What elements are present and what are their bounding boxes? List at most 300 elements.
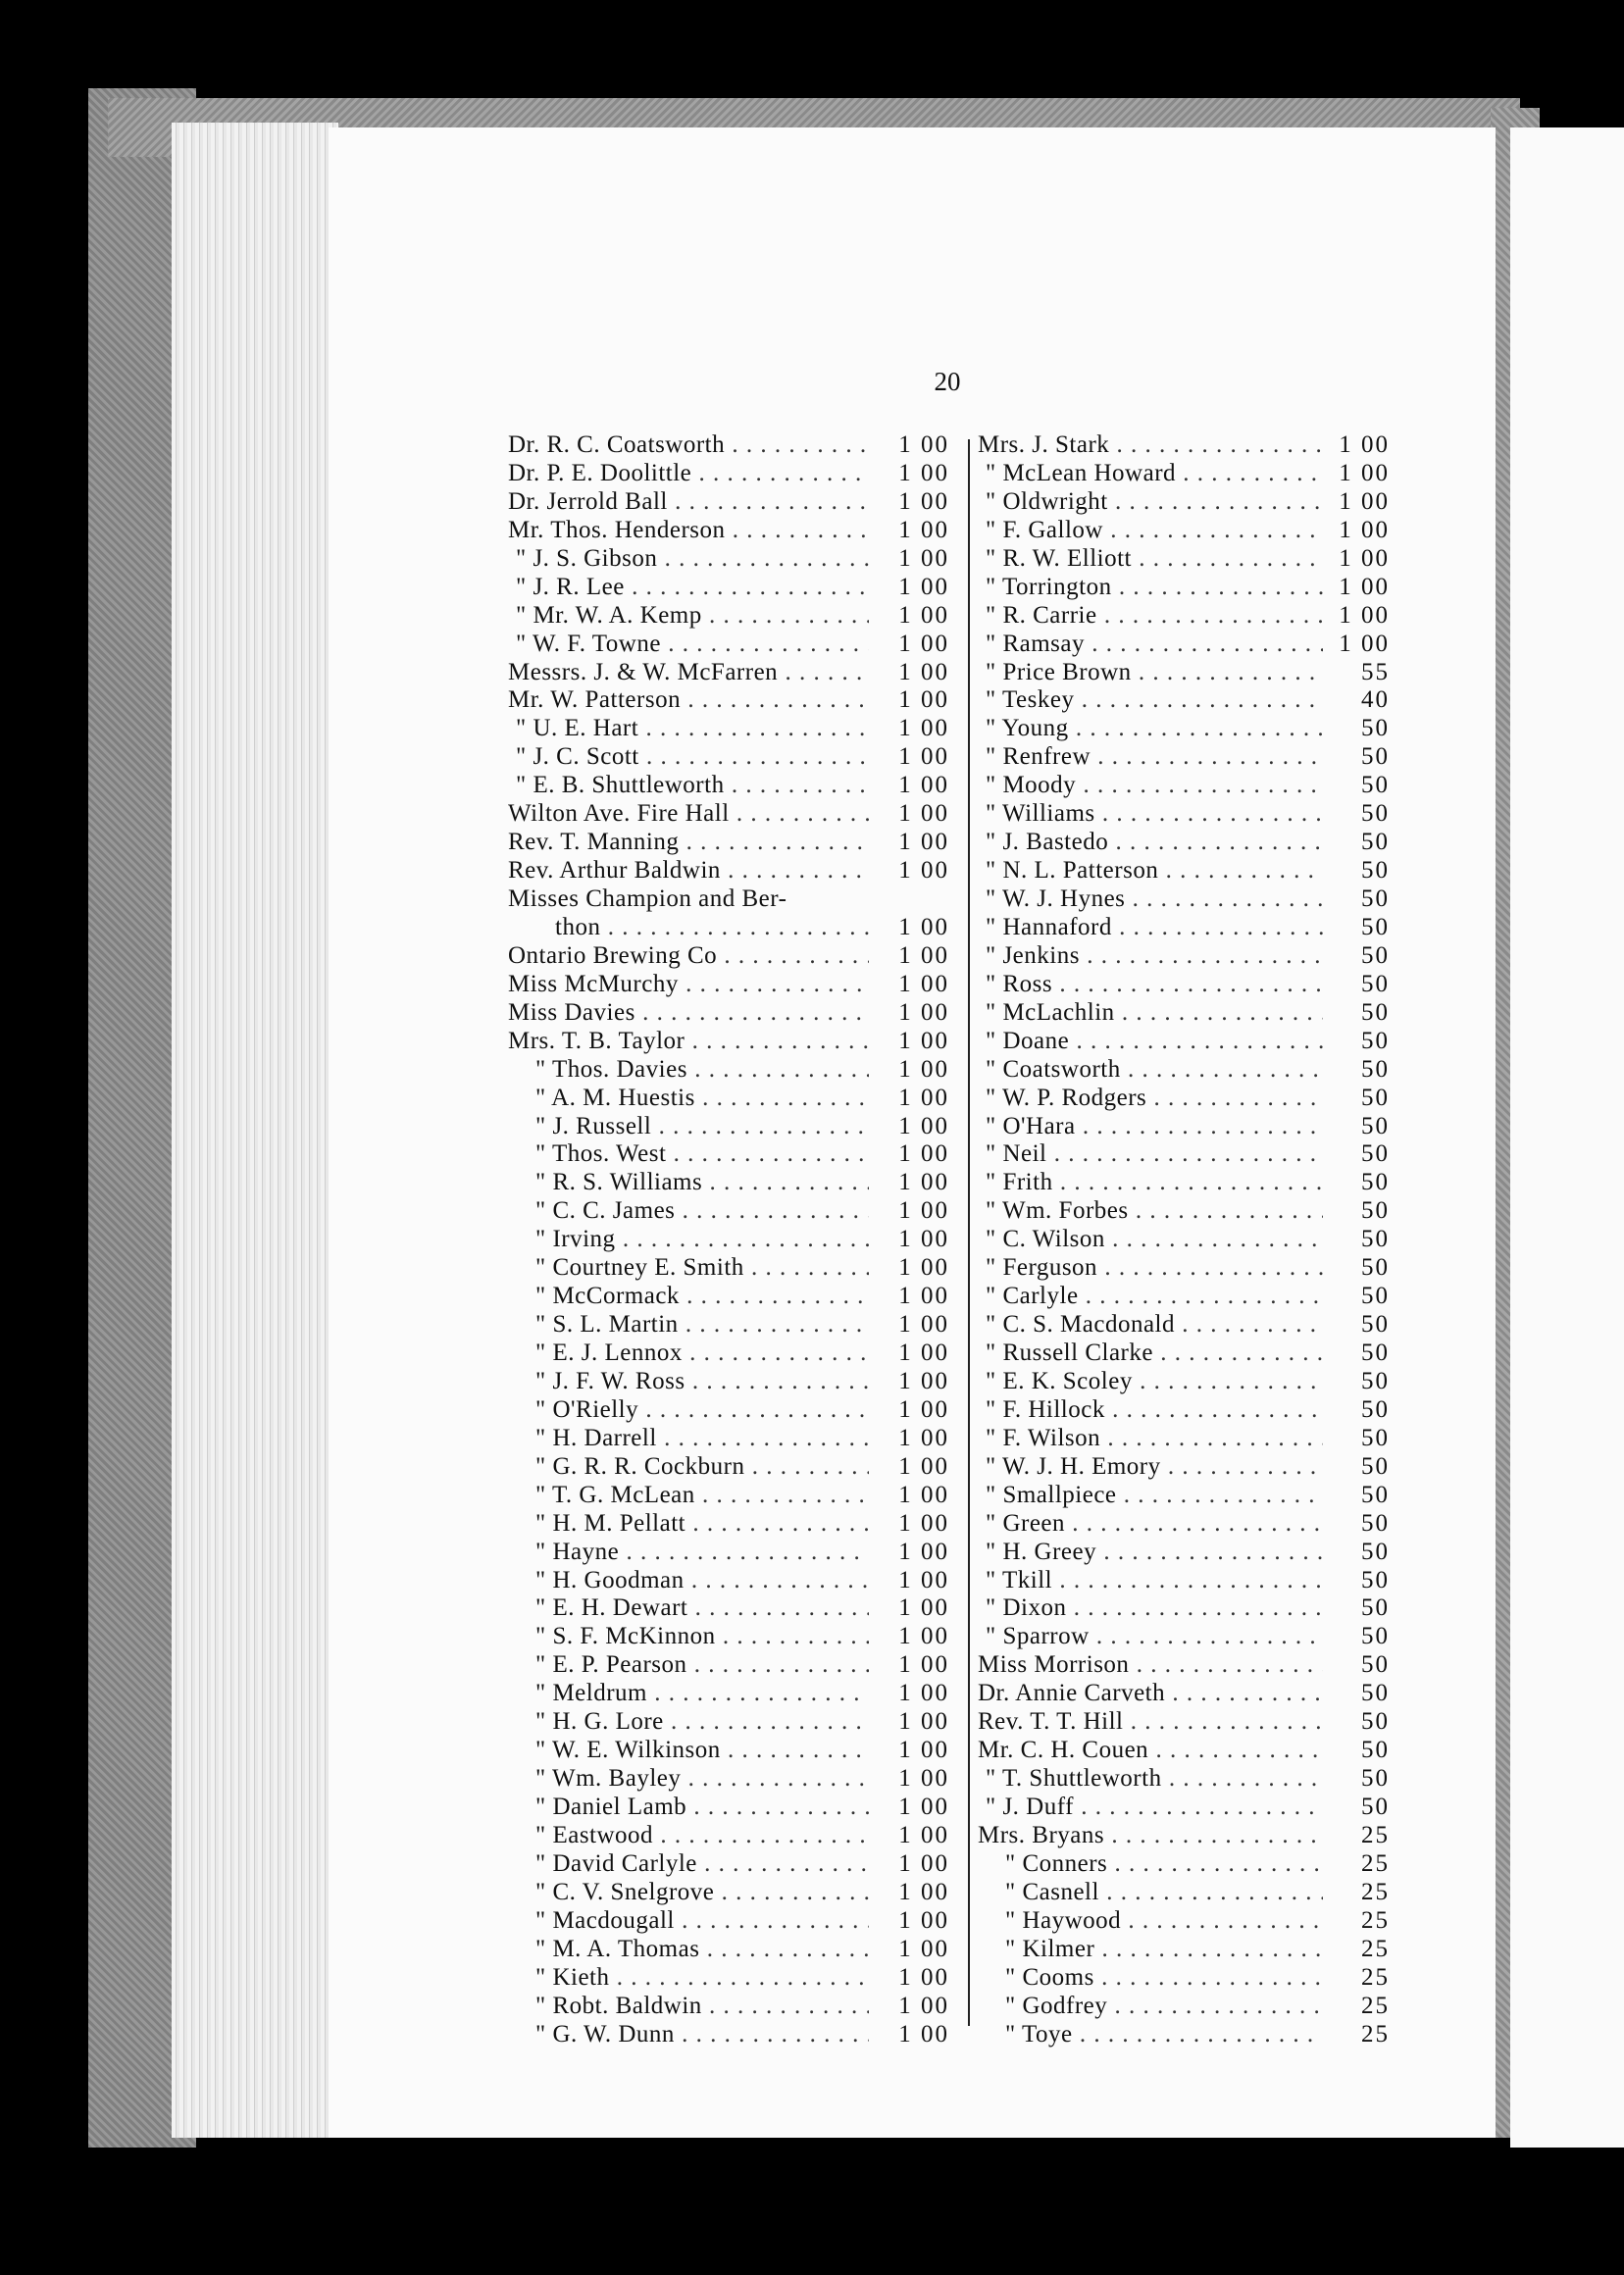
subscription-amount: 1 00 <box>1339 601 1390 629</box>
subscription-amount: 50 <box>1361 1452 1390 1480</box>
subscriber-name: " Ferguson . . . <box>978 1254 1323 1283</box>
subscriber-entry <box>978 1113 1390 1141</box>
subscription-amount: 1 00 <box>898 913 949 940</box>
subscriber-entry <box>508 602 949 631</box>
subscriber-entry <box>978 1794 1390 1822</box>
subscriber-name: " R. W. Elliott . . . <box>978 545 1323 574</box>
subscriber-name: " F. Gallow . . . <box>978 517 1323 545</box>
subscription-amount: 1 00 <box>898 573 949 600</box>
subscriber-name: " H. G. Lore . . . <box>508 1708 869 1737</box>
subscriber-entry <box>508 1085 949 1113</box>
subscriber-entry <box>978 1482 1390 1510</box>
subscription-amount: 1 00 <box>898 1906 949 1934</box>
subscriber-name: " McLean Howard . . . <box>978 460 1323 488</box>
subscriber-name: " T. Shuttleworth . . . <box>978 1765 1323 1794</box>
subscriber-entry <box>978 1340 1390 1368</box>
subscriber-name: " Meldrum . . . <box>508 1680 869 1708</box>
subscriber-name: " G. R. R. Cockburn . . . <box>508 1453 869 1482</box>
subscription-amount: 1 00 <box>898 544 949 572</box>
subscriber-name: Mrs. T. B. Taylor . . . <box>508 1028 869 1056</box>
subscriber-list-right <box>978 431 1390 2048</box>
subscriber-name: " Renfrew . . . <box>978 743 1323 772</box>
subscription-amount: 1 00 <box>898 1140 949 1168</box>
subscriber-entry <box>978 1708 1390 1737</box>
subscriber-entry <box>508 743 949 772</box>
subscriber-entry <box>978 942 1390 971</box>
subscriber-entry <box>978 1651 1390 1680</box>
subscriber-entry <box>978 686 1390 715</box>
subscriber-name: thon . . . <box>508 914 869 942</box>
subscription-amount: 1 00 <box>898 1112 949 1139</box>
subscriber-name: " Smallpiece . . . <box>978 1482 1323 1510</box>
subscriber-name: " McLachlin . . . <box>978 999 1323 1028</box>
subscription-amount: 1 00 <box>898 941 949 969</box>
subscription-amount: 25 <box>1361 1821 1390 1848</box>
subscriber-entry <box>508 914 949 942</box>
subscription-amount: 1 00 <box>898 1395 949 1423</box>
subscription-amount: 1 00 <box>898 1367 949 1394</box>
subscriber-entry <box>508 1708 949 1737</box>
subscriber-name: " E. J. Lennox . . . <box>508 1340 869 1368</box>
subscriber-name: " Kieth . . . <box>508 1964 869 1993</box>
subscriber-name: Dr. P. E. Doolittle . . . <box>508 460 869 488</box>
subscription-amount: 50 <box>1361 1651 1390 1679</box>
subscriber-entry <box>978 1539 1390 1567</box>
subscription-amount: 1 00 <box>898 1849 949 1877</box>
subscriber-entry <box>508 800 949 829</box>
subscriber-name: " W. P. Rodgers . . . <box>978 1085 1323 1113</box>
subscription-amount: 1 00 <box>898 1878 949 1905</box>
subscriber-entry <box>978 1879 1390 1907</box>
subscriber-entry <box>508 1254 949 1283</box>
subscriber-name: " Irving . . . <box>508 1226 869 1254</box>
subscriber-entry <box>978 772 1390 800</box>
subscriber-name: " S. F. McKinnon . . . <box>508 1623 869 1651</box>
subscriber-entry <box>508 1283 949 1311</box>
subscription-amount: 50 <box>1361 1594 1390 1622</box>
subscription-amount: 50 <box>1361 1112 1390 1139</box>
subscriber-entry <box>978 1425 1390 1453</box>
subscription-amount: 1 00 <box>898 1765 949 1793</box>
subscriber-entry <box>978 885 1390 914</box>
subscriber-name: Dr. Annie Carveth . . . <box>978 1680 1323 1708</box>
subscriber-entry <box>978 1822 1390 1850</box>
subscriber-entry <box>508 1680 949 1708</box>
subscription-amount: 1 00 <box>898 1424 949 1451</box>
subscription-amount: 50 <box>1361 1283 1390 1310</box>
subscriber-entry <box>978 800 1390 829</box>
subscriber-entry <box>508 1765 949 1794</box>
subscriber-name: " S. L. Martin . . . <box>508 1311 869 1340</box>
subscriber-entry <box>508 1567 949 1595</box>
subscriber-entry <box>508 545 949 574</box>
subscription-amount: 50 <box>1361 970 1390 997</box>
subscriber-name: " Dixon . . . <box>978 1594 1323 1623</box>
subscriber-name: " Sparrow . . . <box>978 1623 1323 1651</box>
subscriber-entry <box>508 1425 949 1453</box>
subscription-amount: 50 <box>1361 715 1390 742</box>
subscriber-entry <box>978 1737 1390 1765</box>
subscriber-entry <box>978 1567 1390 1595</box>
subscriber-entry <box>978 715 1390 743</box>
subscriber-name: " Moody . . . <box>978 772 1323 800</box>
subscriber-name: " Cooms . . . <box>978 1964 1323 1993</box>
subscription-amount: 50 <box>1361 1538 1390 1565</box>
subscriber-name: " H. M. Pellatt . . . <box>508 1510 869 1539</box>
subscription-amount: 50 <box>1361 1226 1390 1253</box>
subscriber-entry <box>508 686 949 715</box>
subscriber-entry <box>508 460 949 488</box>
subscriber-name: Messrs. J. & W. McFarren . . . <box>508 659 869 687</box>
subscriber-entry <box>508 1623 949 1651</box>
subscription-amount: 1 00 <box>898 743 949 771</box>
subscriber-name: " Macdougall . . . <box>508 1907 869 1936</box>
subscription-amount: 50 <box>1361 1027 1390 1054</box>
subscriber-name: " E. P. Pearson . . . <box>508 1651 869 1680</box>
subscriber-entry <box>978 743 1390 772</box>
subscriber-entry <box>978 1140 1390 1169</box>
subscriber-name: Dr. R. C. Coatsworth . . . <box>508 431 869 460</box>
subscriber-entry <box>978 971 1390 999</box>
subscriber-name: " T. G. McLean . . . <box>508 1482 869 1510</box>
subscriber-name: " O'Rielly . . . <box>508 1396 869 1425</box>
subscriber-name: " Jenkins . . . <box>978 942 1323 971</box>
subscription-amount: 1 00 <box>898 431 949 458</box>
subscriber-entry <box>978 1510 1390 1539</box>
subscription-amount: 1 00 <box>1339 573 1390 600</box>
subscription-amount: 1 00 <box>898 1623 949 1650</box>
subscription-amount: 1 00 <box>898 829 949 856</box>
subscriber-entry <box>508 1993 949 2021</box>
subscription-amount: 1 00 <box>898 1680 949 1707</box>
subscription-amount: 1 00 <box>1339 630 1390 657</box>
subscriber-name: " F. Wilson . . . <box>978 1425 1323 1453</box>
subscriber-entry <box>508 1368 949 1396</box>
subscriber-entry <box>508 772 949 800</box>
subscription-amount: 1 00 <box>898 1481 949 1508</box>
subscription-amount: 1 00 <box>898 998 949 1026</box>
subscriber-entry <box>508 1453 949 1482</box>
subscriber-entry <box>508 1396 949 1425</box>
subscriber-name: Ontario Brewing Co . . . <box>508 942 869 971</box>
subscriber-name: " W. F. Towne . . . <box>508 631 869 659</box>
subscriber-entry <box>978 1765 1390 1794</box>
subscription-amount: 1 00 <box>898 1311 949 1339</box>
subscriber-entry <box>508 829 949 857</box>
subscription-amount: 1 00 <box>898 1169 949 1196</box>
subscriber-entry <box>508 1964 949 1993</box>
subscriber-entry <box>978 1936 1390 1964</box>
subscriber-name: " J. F. W. Ross . . . <box>508 1368 869 1396</box>
subscription-amount: 50 <box>1361 1254 1390 1282</box>
subscription-amount: 1 00 <box>898 630 949 657</box>
subscriber-entry <box>508 631 949 659</box>
subscriber-name: " E. H. Dewart . . . <box>508 1594 869 1623</box>
subscriber-entry <box>978 829 1390 857</box>
subscriber-name: " Coatsworth . . . <box>978 1056 1323 1085</box>
subscriber-entry <box>978 1197 1390 1226</box>
subscription-amount: 1 00 <box>898 1794 949 1820</box>
subscription-amount: 50 <box>1361 743 1390 771</box>
subscription-amount: 1 00 <box>898 2020 949 2048</box>
subscriber-entry <box>508 517 949 545</box>
subscription-amount: 1 00 <box>898 1708 949 1736</box>
column-divider <box>968 439 970 2026</box>
subscriber-entry <box>978 1226 1390 1254</box>
subscriber-name: " Williams . . . <box>978 800 1323 829</box>
subscriber-name: Misses Champion and Ber- <box>508 885 787 912</box>
subscription-amount: 50 <box>1361 1055 1390 1083</box>
subscription-amount: 1 00 <box>898 658 949 685</box>
subscriber-entry <box>978 517 1390 545</box>
subscriber-entry <box>978 2021 1390 2049</box>
subscription-amount: 1 00 <box>898 1821 949 1848</box>
subscription-amount: 1 00 <box>898 686 949 714</box>
subscriber-entry <box>978 1283 1390 1311</box>
subscription-amount: 1 00 <box>898 1340 949 1366</box>
subscriber-name: Wilton Ave. Fire Hall . . . <box>508 800 869 829</box>
subscriber-name: " Price Brown . . . <box>978 659 1323 687</box>
subscriber-entry <box>508 1140 949 1169</box>
subscription-amount: 50 <box>1361 857 1390 885</box>
subscriber-name: " Hayne . . . <box>508 1539 869 1567</box>
subscription-amount: 1 00 <box>898 487 949 515</box>
subscription-amount: 1 00 <box>898 601 949 629</box>
subscriber-name: " E. K. Scoley . . . <box>978 1368 1323 1396</box>
subscriber-entry <box>508 1850 949 1879</box>
subscriber-name: " F. Hillock . . . <box>978 1396 1323 1425</box>
subscriber-name: Rev. T. Manning . . . <box>508 829 869 857</box>
subscription-amount: 1 00 <box>898 1538 949 1565</box>
subscriber-name: " U. E. Hart . . . <box>508 715 869 743</box>
subscription-amount: 50 <box>1361 1481 1390 1508</box>
subscriber-name: " Russell Clarke . . . <box>978 1340 1323 1368</box>
subscriber-name: " Robt. Baldwin . . . <box>508 1993 869 2021</box>
subscriber-entry <box>978 1169 1390 1197</box>
subscriber-name: Mrs. J. Stark . . . <box>978 431 1323 460</box>
subscriber-list-left <box>508 431 949 2048</box>
subscription-amount: 1 00 <box>898 1452 949 1480</box>
subscription-amount: 50 <box>1361 1424 1390 1451</box>
subscriber-name: " Neil . . . <box>978 1140 1323 1169</box>
subscriber-name: " C. V. Snelgrove . . . <box>508 1879 869 1907</box>
subscriber-name: Mr. W. Patterson . . . <box>508 686 869 715</box>
subscriber-entry <box>978 1993 1390 2021</box>
subscriber-entry <box>508 1936 949 1964</box>
subscription-amount: 1 00 <box>898 715 949 742</box>
subscriber-entry <box>508 1028 949 1056</box>
subscriber-entry <box>508 885 949 914</box>
subscription-amount: 1 00 <box>898 970 949 997</box>
subscriber-entry <box>508 1539 949 1567</box>
subscriber-name: " Wm. Bayley . . . <box>508 1765 869 1794</box>
subscription-amount: 1 00 <box>898 1283 949 1310</box>
subscriber-entry <box>508 431 949 460</box>
subscription-amount: 1 00 <box>898 1935 949 1962</box>
subscriber-name: " H. Greey . . . <box>978 1539 1323 1567</box>
subscriber-name: " Teskey . . . <box>978 686 1323 715</box>
subscription-amount: 1 00 <box>898 1254 949 1282</box>
subscription-amount: 50 <box>1361 1794 1390 1820</box>
subscriber-name: " R. Carrie . . . <box>978 602 1323 631</box>
subscription-amount: 1 00 <box>1339 544 1390 572</box>
subscriber-entry <box>978 1594 1390 1623</box>
subscription-amount: 1 00 <box>898 459 949 486</box>
subscriber-entry <box>508 1907 949 1936</box>
subscriber-name: " J. Duff . . . <box>978 1794 1323 1822</box>
subscriber-entry <box>508 1594 949 1623</box>
subscriber-name: " Conners . . . <box>978 1850 1323 1879</box>
subscriber-entry <box>508 1822 949 1850</box>
subscriber-name: " Thos. Davies . . . <box>508 1056 869 1085</box>
subscriber-name: " O'Hara . . . <box>978 1113 1323 1141</box>
subscriber-entry <box>508 1510 949 1539</box>
subscriber-name: " Casnell . . . <box>978 1879 1323 1907</box>
subscription-amount: 50 <box>1361 1311 1390 1339</box>
subscriber-entry <box>978 1085 1390 1113</box>
subscriber-entry <box>978 1623 1390 1651</box>
subscription-amount: 50 <box>1361 829 1390 856</box>
subscriber-entry <box>978 488 1390 517</box>
subscriber-entry <box>978 574 1390 602</box>
subscriber-entry <box>508 999 949 1028</box>
subscriber-name: " W. J. H. Emory . . . <box>978 1453 1323 1482</box>
subscriber-name: " Mr. W. A. Kemp . . . <box>508 602 869 631</box>
subscriber-name: " Frith . . . <box>978 1169 1323 1197</box>
subscriber-name: " J. Bastedo . . . <box>978 829 1323 857</box>
subscriber-name: " R. S. Williams . . . <box>508 1169 869 1197</box>
subscriber-name: " Torrington . . . <box>978 574 1323 602</box>
subscription-amount: 50 <box>1361 1566 1390 1593</box>
subscriber-name: " J. C. Scott . . . <box>508 743 869 772</box>
subscriber-name: " Godfrey . . . <box>978 1993 1323 2021</box>
subscription-amount: 50 <box>1361 885 1390 912</box>
subscriber-entry <box>508 1113 949 1141</box>
subscriber-name: " H. Goodman . . . <box>508 1567 869 1595</box>
subscriber-name: Dr. Jerrold Ball . . . <box>508 488 869 517</box>
subscriber-name: " Haywood . . . <box>978 1907 1323 1936</box>
subscriber-name: " G. W. Dunn . . . <box>508 2021 869 2049</box>
subscriber-entry <box>978 659 1390 687</box>
subscriber-entry <box>978 1453 1390 1482</box>
subscription-amount: 50 <box>1361 772 1390 799</box>
subscription-amount: 25 <box>1361 1849 1390 1877</box>
subscriber-name: Rev. Arthur Baldwin . . . <box>508 857 869 885</box>
subscriber-entry <box>978 545 1390 574</box>
subscriber-entry <box>978 1254 1390 1283</box>
subscription-amount: 50 <box>1361 1395 1390 1423</box>
subscriber-name: " Green . . . <box>978 1510 1323 1539</box>
subscription-amount: 25 <box>1361 1906 1390 1934</box>
next-page-edge <box>1510 127 1624 2148</box>
subscriber-entry <box>978 914 1390 942</box>
subscription-amount: 50 <box>1361 913 1390 940</box>
subscriber-name: " J. R. Lee . . . <box>508 574 869 602</box>
subscription-amount: 25 <box>1361 2020 1390 2048</box>
subscription-amount: 1 00 <box>898 800 949 828</box>
subscriber-entry <box>508 857 949 885</box>
subscriber-name: " Tkill . . . <box>978 1567 1323 1595</box>
subscription-amount: 1 00 <box>1339 487 1390 515</box>
subscriber-name: " N. L. Patterson . . . <box>978 857 1323 885</box>
subscription-amount: 1 00 <box>898 516 949 543</box>
subscriber-entry <box>508 1737 949 1765</box>
subscriber-name: " Eastwood . . . <box>508 1822 869 1850</box>
subscription-amount: 50 <box>1361 1140 1390 1168</box>
subscriber-entry <box>508 2021 949 2049</box>
subscriber-entry <box>978 1396 1390 1425</box>
subscriber-entry <box>508 1340 949 1368</box>
subscription-amount: 50 <box>1361 1623 1390 1650</box>
subscriber-entry <box>978 460 1390 488</box>
subscriber-entry <box>508 1226 949 1254</box>
subscriber-name: " Ross . . . <box>978 971 1323 999</box>
subscription-amount: 50 <box>1361 800 1390 828</box>
subscriber-entry <box>508 1056 949 1085</box>
subscription-amount: 1 00 <box>898 1566 949 1593</box>
subscriber-entry <box>508 1197 949 1226</box>
subscription-amount: 25 <box>1361 1963 1390 1991</box>
subscriber-name: " H. Darrell . . . <box>508 1425 869 1453</box>
subscriber-name: " Courtney E. Smith . . . <box>508 1254 869 1283</box>
subscriber-name: " Kilmer . . . <box>978 1936 1323 1964</box>
subscriber-entry <box>508 942 949 971</box>
subscriber-name: " Wm. Forbes . . . <box>978 1197 1323 1226</box>
subscriber-entry <box>508 1311 949 1340</box>
subscription-amount: 50 <box>1361 1737 1390 1764</box>
subscriber-entry <box>978 1311 1390 1340</box>
subscription-amount: 1 00 <box>1339 459 1390 486</box>
subscriber-entry <box>508 1651 949 1680</box>
subscriber-name: " Carlyle . . . <box>978 1283 1323 1311</box>
subscription-amount: 50 <box>1361 941 1390 969</box>
subscription-amount: 50 <box>1361 1197 1390 1225</box>
subscriber-name: " McCormack . . . <box>508 1283 869 1311</box>
subscriber-name: Miss Morrison . . . <box>978 1651 1323 1680</box>
subscription-amount: 50 <box>1361 1680 1390 1707</box>
subscriber-name: " Hannaford . . . <box>978 914 1323 942</box>
subscriber-entry <box>978 1680 1390 1708</box>
subscription-amount: 50 <box>1361 1765 1390 1793</box>
subscription-amount: 1 00 <box>898 1992 949 2019</box>
subscription-amount: 1 00 <box>898 1737 949 1764</box>
subscriber-entry <box>978 1028 1390 1056</box>
subscription-amount: 1 00 <box>898 1963 949 1991</box>
subscription-amount: 25 <box>1361 1878 1390 1905</box>
subscriber-name: Rev. T. T. Hill . . . <box>978 1708 1323 1737</box>
subscription-amount: 40 <box>1361 686 1390 714</box>
subscriber-entry <box>978 1368 1390 1396</box>
subscription-amount: 50 <box>1361 1509 1390 1537</box>
subscription-amount: 1 00 <box>898 1509 949 1537</box>
subscriber-entry <box>508 1879 949 1907</box>
subscription-amount: 1 00 <box>898 1197 949 1225</box>
subscriber-entry <box>978 1850 1390 1879</box>
subscriber-entry <box>508 1794 949 1822</box>
subscription-amount: 50 <box>1361 1367 1390 1394</box>
subscriber-name: Mr. Thos. Henderson . . . <box>508 517 869 545</box>
subscriber-entry <box>978 602 1390 631</box>
subscription-amount: 25 <box>1361 1935 1390 1962</box>
subscription-amount: 1 00 <box>898 772 949 799</box>
subscriber-name: " C. S. Macdonald . . . <box>978 1311 1323 1340</box>
subscriber-entry <box>508 971 949 999</box>
subscription-amount: 1 00 <box>898 857 949 885</box>
subscription-amount: 55 <box>1361 658 1390 685</box>
subscriber-entry <box>508 574 949 602</box>
subscriber-name: " David Carlyle . . . <box>508 1850 869 1879</box>
subscriber-entry <box>978 431 1390 460</box>
